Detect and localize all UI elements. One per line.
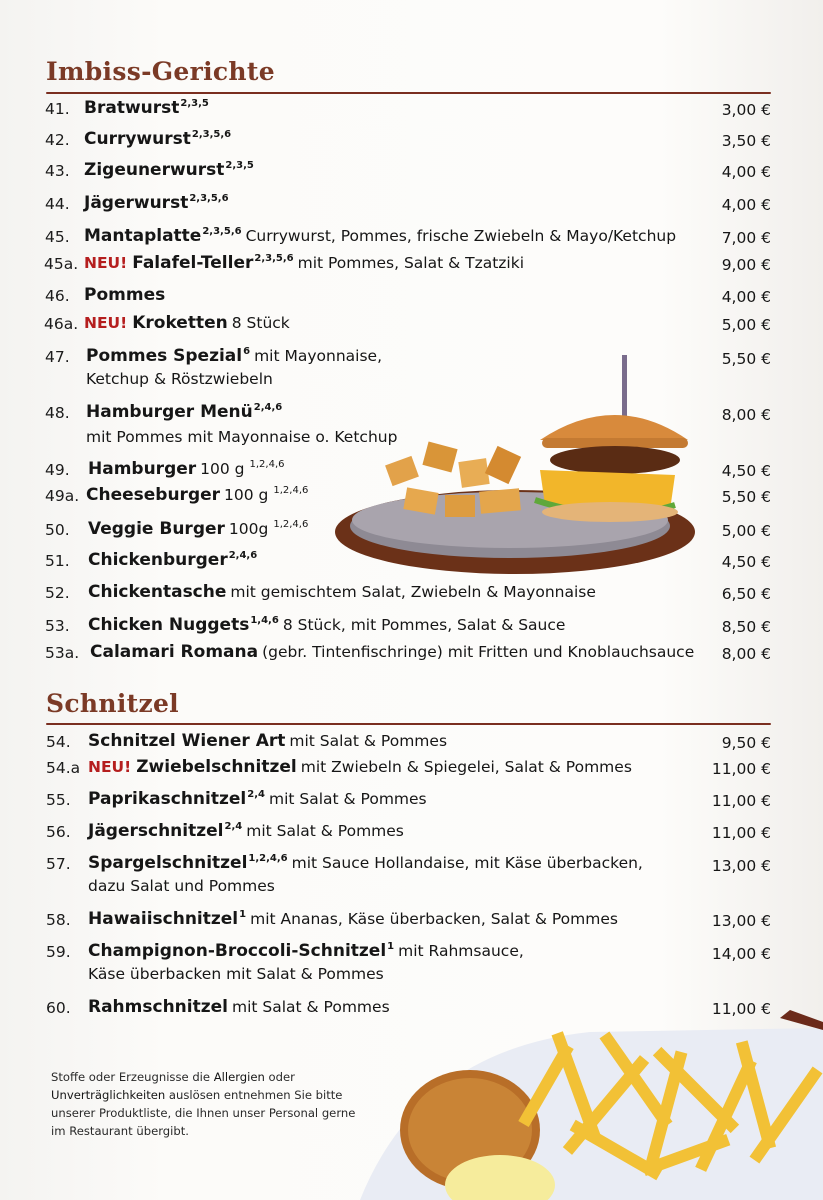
item-price: 11,00 € [711, 760, 771, 778]
item-line [88, 821, 404, 841]
item-description: mit Salat & Pommes [268, 790, 427, 808]
item-line [88, 909, 618, 929]
item-number: 48. [45, 404, 70, 422]
item-name: Zwiebelschnitzel [136, 757, 297, 777]
item-line [86, 485, 308, 505]
allergen-codes: 1,4,6 [250, 615, 279, 626]
item-line [88, 757, 632, 777]
menu-item [0, 642, 823, 668]
item-number: 59. [46, 943, 71, 961]
menu-item [0, 731, 823, 757]
item-number: 49a. [45, 487, 80, 505]
item-line [88, 789, 427, 809]
item-name: Spargelschnitzel [88, 853, 248, 873]
item-line [88, 582, 596, 602]
item-number: 54. [46, 733, 71, 751]
item-name: Pommes Spezial [86, 346, 243, 366]
item-price: 5,00 € [721, 522, 771, 540]
menu-item [0, 615, 823, 641]
item-line [88, 941, 524, 961]
allergen-codes: 2,3,5 [225, 160, 254, 171]
item-name: Zigeunerwurst [84, 160, 225, 180]
item-description-continued: mit Pommes mit Mayonnaise o. Ketchup [86, 428, 398, 446]
item-name: Currywurst [84, 129, 191, 149]
menu-item [0, 285, 823, 311]
item-price: 13,00 € [711, 912, 771, 930]
schnitzel-fries-image [360, 1010, 823, 1200]
menu-item [0, 402, 823, 446]
item-name: Jägerschnitzel [88, 821, 224, 841]
item-description: Currywurst, Pommes, frische Zwiebeln & Mayo/Ketchup [245, 227, 677, 245]
item-price: 13,00 € [711, 857, 771, 875]
allergen-codes: 2,4 [224, 821, 243, 832]
item-price: 5,50 € [721, 488, 771, 506]
item-price: 11,00 € [711, 824, 771, 842]
item-description: mit Salat & Pommes [231, 998, 390, 1016]
item-price: 7,00 € [721, 229, 771, 247]
item-price: 4,00 € [721, 163, 771, 181]
item-line [84, 226, 676, 246]
item-name: Champignon-Broccoli-Schnitzel [88, 941, 387, 961]
allergen-codes: 2,3,5,6 [189, 193, 229, 204]
item-price: 5,50 € [721, 350, 771, 368]
menu-item [0, 821, 823, 847]
item-number: 51. [45, 552, 70, 570]
item-name: Chickentasche [88, 582, 227, 602]
menu-item [0, 485, 823, 511]
item-number: 60. [46, 999, 71, 1017]
menu-item [0, 789, 823, 815]
item-line [88, 615, 565, 635]
menu-item [0, 160, 823, 186]
menu-item [0, 757, 823, 783]
item-price: 14,00 € [711, 945, 771, 963]
item-number: 56. [46, 823, 71, 841]
item-number: 46. [45, 287, 70, 305]
item-line [88, 519, 308, 539]
item-description: mit Rahmsauce, [398, 942, 524, 960]
allergen-codes: 2,3,5,6 [202, 226, 242, 237]
item-name: Chickenburger [88, 550, 228, 570]
item-name: Pommes [84, 285, 166, 305]
item-description: mit Salat & Pommes [246, 822, 404, 840]
item-line [90, 642, 694, 662]
item-name: Falafel-Teller [132, 253, 254, 273]
item-description: mit gemischtem Salat, Zwiebeln & Mayonnaise [230, 583, 596, 601]
item-name: Hawaiischnitzel [88, 909, 239, 929]
allergen-codes: 2,3,5,6 [254, 253, 294, 264]
item-name: Paprikaschnitzel [88, 789, 247, 809]
menu-item [0, 98, 823, 124]
item-number: 54.a [46, 759, 81, 777]
section-rule [46, 723, 771, 725]
menu-item [0, 853, 823, 895]
item-description: (gebr. Tintenfischringe) mit Fritten und Knoblauchsauce [262, 643, 695, 661]
item-description: mit Sauce Hollandaise, mit Käse überbacken, [291, 854, 643, 872]
item-number: 50. [45, 521, 70, 539]
item-line [88, 459, 285, 479]
item-price: 9,50 € [721, 734, 771, 752]
menu-item [0, 550, 823, 576]
item-name: Bratwurst [84, 98, 180, 118]
item-number: 53. [45, 617, 70, 635]
menu-item [0, 226, 823, 252]
item-line [84, 193, 229, 213]
item-name: Chicken Nuggets [88, 615, 250, 635]
menu-item [0, 997, 823, 1023]
item-number: 46a. [44, 315, 79, 333]
menu-item [0, 253, 823, 279]
item-number: 49. [45, 461, 70, 479]
section-rule [46, 92, 771, 94]
allergen-codes: 2,4 [247, 789, 265, 800]
item-number: 52. [45, 584, 70, 602]
item-description: 100 g [224, 486, 269, 504]
item-line [84, 129, 231, 149]
item-line [84, 98, 209, 118]
item-line [84, 253, 524, 273]
allergen-codes: 1,2,4,6 [273, 519, 309, 530]
item-price: 4,00 € [721, 288, 771, 306]
menu-item [0, 129, 823, 155]
item-description-continued: Ketchup & Röstzwiebeln [86, 370, 273, 388]
menu-item [0, 909, 823, 935]
item-price: 6,50 € [721, 585, 771, 603]
item-name: Mantaplatte [84, 226, 202, 246]
item-price: 4,00 € [721, 196, 771, 214]
allergen-codes: 1 [387, 941, 395, 952]
menu-item [0, 193, 823, 219]
item-number: 41. [45, 100, 70, 118]
new-badge: NEU! [88, 758, 132, 776]
item-description: 100g [228, 520, 269, 538]
item-description-continued: Käse überbacken mit Salat & Pommes [88, 965, 384, 983]
item-number: 53a. [45, 644, 80, 662]
item-price: 11,00 € [711, 1000, 771, 1018]
new-badge: NEU! [84, 254, 128, 272]
section-title-schnitzel: Schnitzel [46, 689, 179, 718]
item-line [86, 402, 282, 422]
item-line [86, 346, 382, 366]
item-number: 45. [45, 228, 70, 246]
allergen-codes: 1,2,4,6 [248, 853, 288, 864]
item-name: Hamburger [88, 459, 197, 479]
item-name: Hamburger Menü [86, 402, 253, 422]
item-number: 58. [46, 911, 71, 929]
item-number: 44. [45, 195, 70, 213]
menu-item [0, 346, 823, 388]
item-line [88, 997, 390, 1017]
menu-item [0, 941, 823, 983]
item-price: 9,00 € [721, 256, 771, 274]
item-price: 3,00 € [721, 101, 771, 119]
item-name: Veggie Burger [88, 519, 225, 539]
item-line [84, 285, 165, 305]
item-description: 8 Stück [231, 314, 290, 332]
item-name: Cheeseburger [86, 485, 221, 505]
item-price: 8,50 € [721, 618, 771, 636]
item-number: 47. [45, 348, 70, 366]
item-description: 8 Stück, mit Pommes, Salat & Sauce [282, 616, 566, 634]
item-description: mit Ananas, Käse überbacken, Salat & Pommes [250, 910, 618, 928]
allergen-codes: 6 [243, 346, 251, 357]
item-line [88, 853, 643, 873]
menu-item [0, 313, 823, 339]
item-name: Schnitzel Wiener Art [88, 731, 286, 751]
item-price: 8,00 € [721, 645, 771, 663]
allergen-codes: 2,4,6 [253, 402, 283, 413]
allergen-codes: 2,3,5,6 [191, 129, 232, 140]
item-price: 3,50 € [721, 132, 771, 150]
allergen-notice: Stoffe oder Erzeugnisse die Allergien oder Unverträglichkeiten auslösen entnehmen Sie bitte unserer Produktliste, die Ihnen unser Personal gerne im Restaurant übergibt. [51, 1070, 356, 1138]
item-description-continued: dazu Salat und Pommes [88, 877, 275, 895]
item-description: mit Zwiebeln & Spiegelei, Salat & Pommes [300, 758, 632, 776]
item-number: 55. [46, 791, 71, 809]
item-description: mit Pommes, Salat & Tzatziki [297, 254, 525, 272]
item-description: mit Mayonnaise, [254, 347, 383, 365]
item-name: Kroketten [132, 313, 228, 333]
allergen-codes: 1 [239, 909, 247, 920]
item-name: Calamari Romana [90, 642, 259, 662]
item-name: Jägerwurst [84, 193, 189, 213]
item-line [84, 160, 254, 180]
item-description: 100 g [200, 460, 245, 478]
item-name: Rahmschnitzel [88, 997, 228, 1017]
item-price: 11,00 € [711, 792, 771, 810]
allergen-codes: 1,2,4,6 [273, 485, 309, 496]
item-number: 42. [45, 131, 70, 149]
allergen-codes: 1,2,4,6 [249, 459, 285, 470]
menu-item [0, 519, 823, 545]
item-line [88, 550, 257, 570]
menu-item [0, 582, 823, 608]
item-price: 5,00 € [721, 316, 771, 334]
allergen-codes: 2,3,5 [180, 98, 209, 109]
item-price: 4,50 € [721, 553, 771, 571]
item-line [84, 313, 290, 333]
item-number: 43. [45, 162, 70, 180]
new-badge: NEU! [84, 314, 128, 332]
item-price: 4,50 € [721, 462, 771, 480]
item-price: 8,00 € [721, 406, 771, 424]
item-number: 57. [46, 855, 71, 873]
item-line [88, 731, 447, 751]
menu-item [0, 459, 823, 485]
item-number: 45a. [44, 255, 79, 273]
section-title-imbiss: Imbiss-Gerichte [46, 57, 275, 86]
allergen-codes: 2,4,6 [228, 550, 258, 561]
item-description: mit Salat & Pommes [289, 732, 448, 750]
